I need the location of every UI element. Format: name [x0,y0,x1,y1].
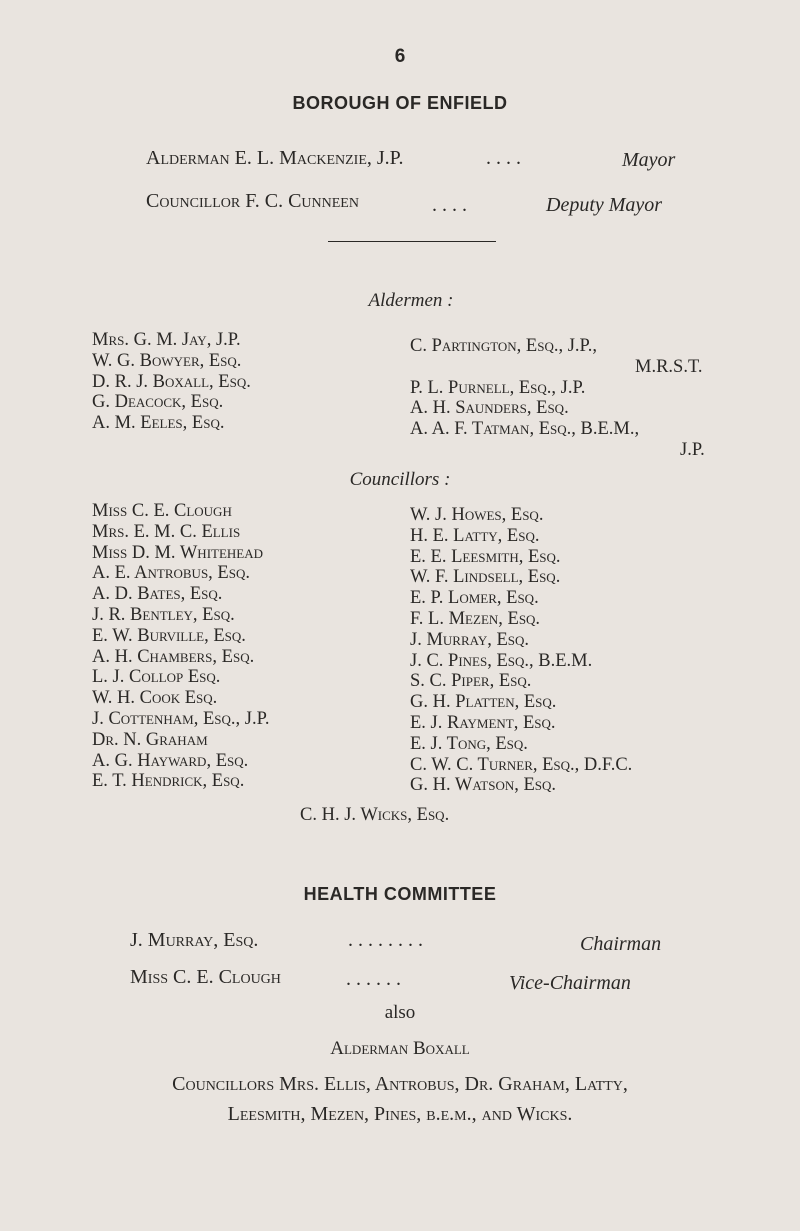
vice-chairman-role: Vice-Chairman [509,972,631,994]
list-item: G. H. Platten, Esq. [410,692,557,713]
list-item: J.P. [680,439,705,460]
committee-councillors-line2: Leesmith, Mezen, Pines, b.e.m., and Wicks. [227,1103,573,1125]
list-item: A. D. Bates, Esq. [92,584,223,605]
list-item: E. W. Burville, Esq. [92,625,246,646]
aldermen-heading: Aldermen : [368,290,454,311]
list-item: F. L. Mezen, Esq. [410,608,541,629]
list-item: E. P. Lomer, Esq. [410,588,539,609]
aldermen-left-list [92,330,422,434]
list-item: E. J. Tong, Esq. [410,733,528,754]
list-item: M.R.S.T. [635,356,703,377]
list-item: G. Deacock, Esq. [92,392,224,413]
mayor-name: Alderman E. L. Mackenzie, J.P. [146,147,404,169]
deputy-mayor-leader-dots: . . . . [432,194,467,216]
list-item: D. R. J. Boxall, Esq. [92,371,251,392]
list-item: P. L. Purnell, Esq., J.P. [410,377,586,398]
health-committee-heading: HEALTH COMMITTEE [303,884,497,904]
list-item: W. F. Lindsell, Esq. [410,567,561,588]
chairman-role: Chairman [580,933,662,955]
councillors-heading: Councillors : [349,469,451,490]
divider-rule [328,241,496,242]
councillors-right-list [410,505,790,796]
also-label: also [384,1002,416,1023]
deputy-mayor-role: Deputy Mayor [546,194,663,216]
list-item: A. M. Eeles, Esq. [92,413,225,434]
list-item: Dr. N. Graham [92,729,208,750]
list-item: W. H. Cook Esq. [92,688,218,709]
list-item: Mrs. E. M. C. Ellis [92,521,241,542]
chairman-leader-dots: . . . . . . . . [348,929,423,951]
list-item: L. J. Collop Esq. [92,667,221,688]
borough-heading: BOROUGH OF ENFIELD [292,93,508,113]
list-item: A. G. Hayward, Esq. [92,750,249,771]
list-item: A. E. Antrobus, Esq. [92,563,250,584]
deputy-mayor-name: Councillor F. C. Cunneen [146,190,359,212]
mayor-leader-dots: . . . . [486,147,521,169]
councillors-left-list [92,501,422,792]
list-item: E. E. Leesmith, Esq. [410,546,561,567]
vice-chairman-name: Miss C. E. Clough [130,966,281,988]
list-item: J. Murray, Esq. [410,629,530,650]
committee-alderman: Alderman Boxall [330,1038,470,1059]
committee-councillors-line1: Councillors Mrs. Ellis, Antrobus, Dr. Graham, Latty, [172,1073,628,1095]
list-item: W. G. Bowyer, Esq. [92,350,242,371]
list-item: E. J. Rayment, Esq. [410,712,556,733]
list-item: J. R. Bentley, Esq. [92,604,235,625]
list-item: A. H. Saunders, Esq. [410,398,569,419]
list-item: E. T. Hendrick, Esq. [92,771,245,792]
aldermen-right-list [410,336,790,461]
list-item: J. Cottenham, Esq., J.P. [92,708,270,729]
page-number: 6 [394,46,406,67]
list-item: C. Partington, Esq., J.P., [410,336,598,356]
list-item: Miss D. M. Whitehead [92,542,264,563]
list-item: Mrs. G. M. Jay, J.P. [92,330,241,350]
list-item: A. H. Chambers, Esq. [92,646,255,667]
list-item: H. E. Latty, Esq. [410,525,540,546]
vice-chairman-leader-dots: . . . . . . [346,968,401,990]
list-item: S. C. Piper, Esq. [410,671,532,692]
mayor-role: Mayor [622,149,676,171]
councillor-last-entry: C. H. J. Wicks, Esq. [300,805,450,825]
list-item: A. A. F. Tatman, Esq., B.E.M., [410,419,640,440]
list-item: Miss C. E. Clough [92,501,232,521]
list-item: J. C. Pines, Esq., B.E.M. [410,650,593,671]
list-item: W. J. Howes, Esq. [410,505,544,525]
chairman-name: J. Murray, Esq. [130,929,259,951]
list-item: C. W. C. Turner, Esq., D.F.C. [410,754,633,775]
list-item: G. H. Watson, Esq. [410,775,557,796]
